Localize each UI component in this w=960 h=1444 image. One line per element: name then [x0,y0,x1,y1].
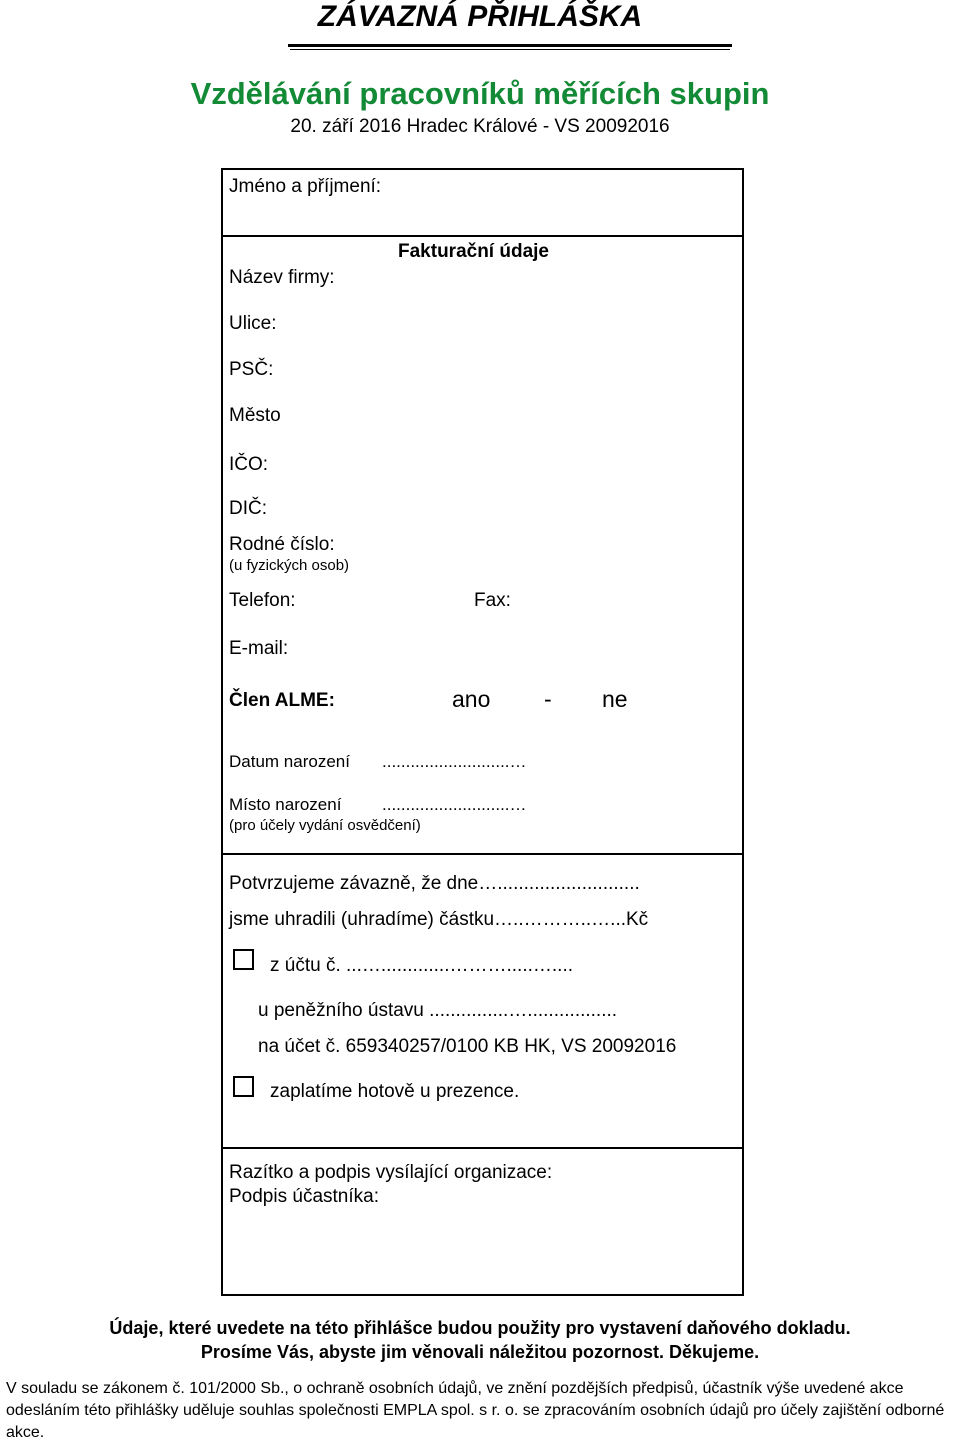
cash-checkbox[interactable] [233,1076,254,1097]
company-label: Název firmy: [229,267,335,288]
participant-signature-label: Podpis účastníka: [229,1186,379,1207]
event-date-line: 20. září 2016 Hradec Králové - VS 20092016 [290,116,670,137]
billing-heading: Fakturační údaje [398,241,549,262]
target-account-line: na účet č. 659340257/0100 KB HK, VS 20092016 [258,1036,677,1057]
birth-number-note: (u fyzických osob) [229,557,350,574]
birth-place-dots: ...........................… [382,795,527,814]
transfer-checkbox[interactable] [233,949,254,970]
dic-label: DIČ: [229,498,267,519]
member-dash: - [544,686,552,712]
account-line: z účtu č. ...….............……….....….... [270,955,573,976]
birth-date-label: Datum narození [229,752,350,771]
birth-place-label: Místo narození [229,795,342,814]
member-yes-option[interactable]: ano [452,686,491,712]
city-label: Město [229,405,281,426]
fax-label: Fax: [474,590,511,611]
zip-label: PSČ: [229,359,274,380]
footer-notice-2: Prosíme Vás, abyste jim věnovali náležitou pozornost. Děkujeme. [200,1342,760,1362]
phone-label: Telefon: [229,590,296,611]
footer-notice-1: Údaje, které uvedete na této přihlášce budou použity pro vystavení daňového dokladu. [109,1318,851,1338]
confirm-line: Potvrzujeme závazně, že dne…........................... [229,873,640,894]
title-rule-thick [288,44,732,47]
street-label: Ulice: [229,313,277,334]
stamp-label: Razítko a podpis vysílající organizace: [229,1162,553,1183]
event-title: Vzdělávání pracovníků měřících skupin [190,76,770,111]
email-label: E-mail: [229,638,289,659]
birth-date-dots: ...........................… [382,752,527,771]
form-title: ZÁVAZNÁ PŘIHLÁŠKA [317,0,643,33]
member-no-option[interactable]: ne [602,686,628,712]
member-label: Člen ALME: [229,690,335,711]
birth-place-note: (pro účely vydání osvědčení) [229,817,421,834]
cash-line: zaplatíme hotově u prezence. [270,1081,520,1102]
ico-label: IČO: [229,454,269,475]
birth-number-label: Rodné číslo: [229,534,335,555]
title-rule-thin [290,49,730,50]
legal-consent-text: V souladu se zákonem č. 101/2000 Sb., o ochraně osobních údajů, ve znění pozdějších předpisů, účastník výše uvedené akce odesláním této přihlášky uděluje souhlas společnosti EMPLA spol. s r. o. se zpracováním osobních údajů pro účely zajištění odborné akce. [6,1380,945,1441]
amount-line: jsme uhradili (uhradíme) částku…..………..…...Kč [229,909,649,930]
name-label: Jméno a příjmení: [229,176,382,197]
bank-line: u peněžního ústavu ...............…................. [258,1000,618,1021]
